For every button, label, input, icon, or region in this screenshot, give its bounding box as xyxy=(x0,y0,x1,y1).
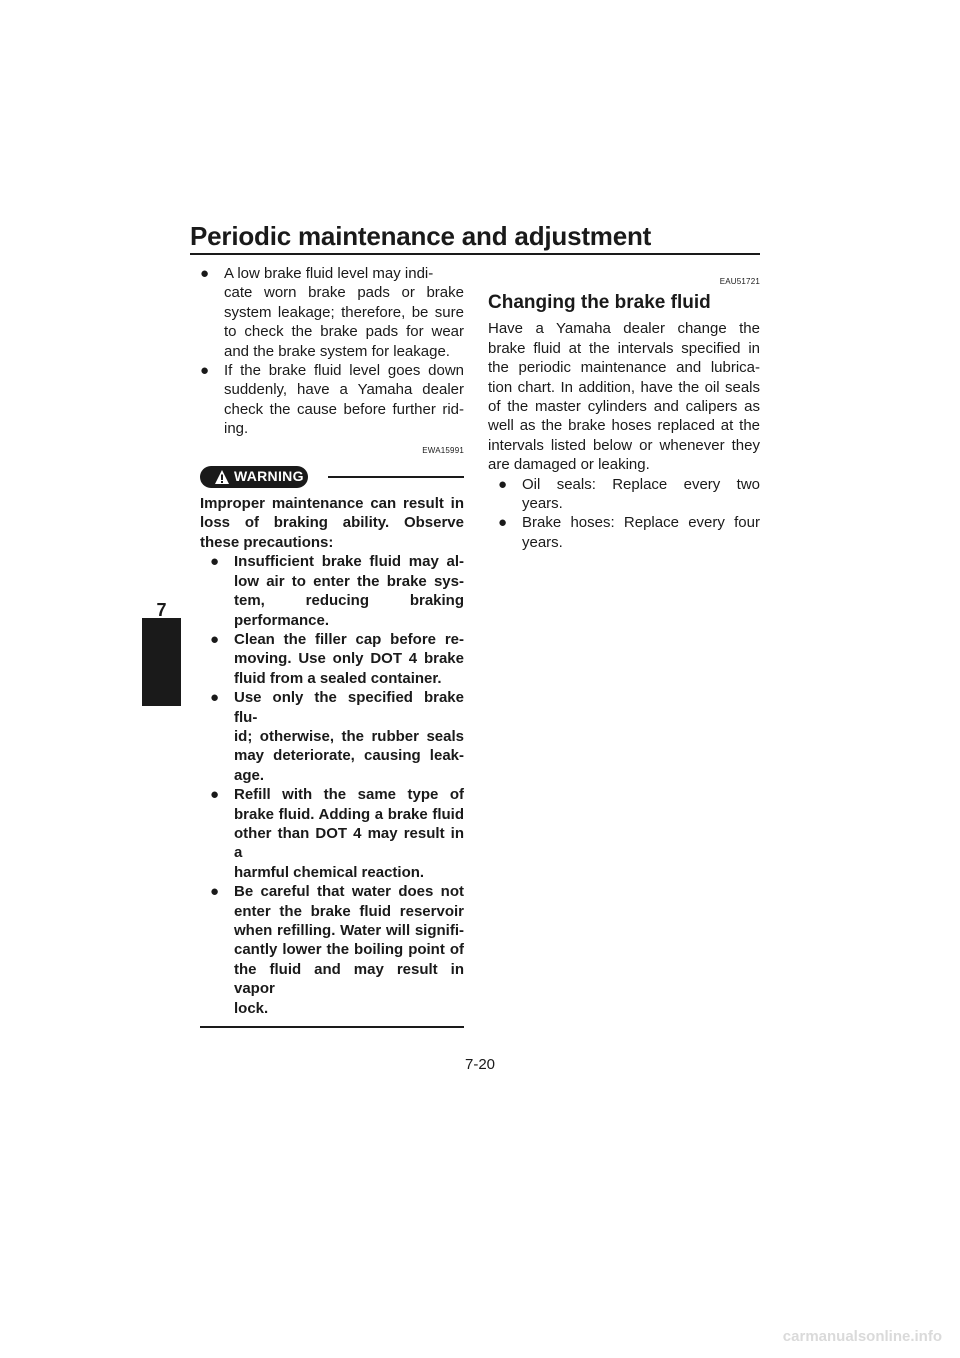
list-item xyxy=(210,688,464,785)
chapter-tab xyxy=(142,618,181,706)
list-item xyxy=(498,475,760,514)
line: of the master cylinders and calipers as xyxy=(488,398,760,416)
line: Have a Yamaha dealer change the xyxy=(488,320,760,338)
list-item xyxy=(210,552,464,630)
warning-bottom-rule xyxy=(200,1026,464,1028)
line: lock. xyxy=(234,999,269,1017)
section-title: Changing the brake fluid xyxy=(488,292,711,314)
list-item xyxy=(210,630,464,688)
warning-header xyxy=(200,462,464,490)
line: when refilling. Water will signifi- xyxy=(234,922,464,939)
warning-label: WARNING xyxy=(234,468,304,485)
line: Brake hoses: Replace every four xyxy=(522,514,760,532)
line: If the brake fluid level goes down xyxy=(224,362,464,380)
list-item xyxy=(200,264,464,361)
line: Improper maintenance can result in xyxy=(200,495,464,513)
list-item xyxy=(210,882,464,1018)
page-header-title: Periodic maintenance and adjustment xyxy=(190,221,652,251)
warning-badge xyxy=(200,466,308,488)
line: may deteriorate, causing leak- xyxy=(234,747,464,765)
warning-triangle-icon xyxy=(214,469,230,485)
list-item xyxy=(210,785,464,882)
line: Be careful that water does not xyxy=(234,883,464,901)
bullet-dot-icon: ● xyxy=(210,883,220,901)
line: loss of braking ability. Observe xyxy=(200,514,464,532)
line: are damaged or leaking. xyxy=(488,456,650,474)
line: id; otherwise, the rubber seals xyxy=(234,727,464,745)
line: low air to enter the brake sys- xyxy=(234,572,464,590)
line: tem, reducing braking xyxy=(234,592,464,610)
line: age. xyxy=(234,766,265,784)
line: cantly lower the boiling point of xyxy=(234,941,464,959)
line: years. xyxy=(522,533,563,551)
right-column xyxy=(488,272,760,552)
header-rule xyxy=(190,253,760,255)
line: Clean the filler cap before re- xyxy=(234,630,464,648)
section-paragraph xyxy=(488,319,760,474)
line: intervals listed below or whenever they xyxy=(488,436,760,454)
bullet-dot-icon: ● xyxy=(498,514,508,532)
line: brake fluid at the intervals specified in xyxy=(488,339,760,357)
line: other than DOT 4 may result in a xyxy=(234,824,464,862)
line: A low brake fluid level may indi- xyxy=(224,265,434,282)
line: fluid from a sealed container. xyxy=(234,669,442,687)
line: Insufficient brake fluid may al- xyxy=(234,553,464,571)
line: check the cause before further rid- xyxy=(224,400,464,418)
line: tion chart. In addition, have the oil seals xyxy=(488,378,760,396)
left-column xyxy=(200,264,464,1028)
watermark: carmanualsonline.info xyxy=(782,1328,942,1345)
line: ing. xyxy=(224,420,249,438)
bullet-dot-icon: ● xyxy=(210,553,220,571)
bullet-dot-icon: ● xyxy=(210,630,220,648)
line: well as the brake hoses replaced at the xyxy=(488,417,760,435)
line: moving. Use only DOT 4 brake xyxy=(234,650,464,668)
warning-body xyxy=(200,494,464,1018)
line: the fluid and may result in vapor xyxy=(234,960,464,998)
list-item xyxy=(498,513,760,552)
section-code: EAU51721 xyxy=(719,277,760,286)
line: enter the brake fluid reservoir xyxy=(234,902,464,920)
line: performance. xyxy=(234,611,330,629)
line: Oil seals: Replace every two xyxy=(522,475,760,493)
line: the periodic maintenance and lubrica- xyxy=(488,359,760,377)
bullet-dot-icon: ● xyxy=(200,362,210,380)
line: Refill with the same type of xyxy=(234,786,464,804)
line: years. xyxy=(522,495,563,513)
bullet-dot-icon: ● xyxy=(210,786,220,804)
bullet-dot-icon: ● xyxy=(200,265,210,282)
line: these precautions: xyxy=(200,533,334,551)
line: suddenly, have a Yamaha dealer xyxy=(224,381,464,399)
warning-code: EWA15991 xyxy=(422,445,464,455)
line: and the brake system for leakage. xyxy=(224,342,450,360)
bullet-dot-icon: ● xyxy=(210,689,220,707)
chapter-tab-number: 7 xyxy=(156,600,167,620)
bullet-dot-icon: ● xyxy=(498,475,508,493)
line: Use only the specified brake flu- xyxy=(234,689,464,726)
line: cate worn brake pads or brake xyxy=(224,284,464,302)
line: to check the brake pads for wear xyxy=(224,323,464,341)
line: brake fluid. Adding a brake fluid xyxy=(234,805,464,823)
page-number: 7-20 xyxy=(464,1056,496,1073)
list-item xyxy=(200,361,464,439)
line: harmful chemical reaction. xyxy=(234,863,425,881)
warning-rule xyxy=(328,476,464,478)
line: system leakage; therefore, be sure xyxy=(224,303,464,321)
